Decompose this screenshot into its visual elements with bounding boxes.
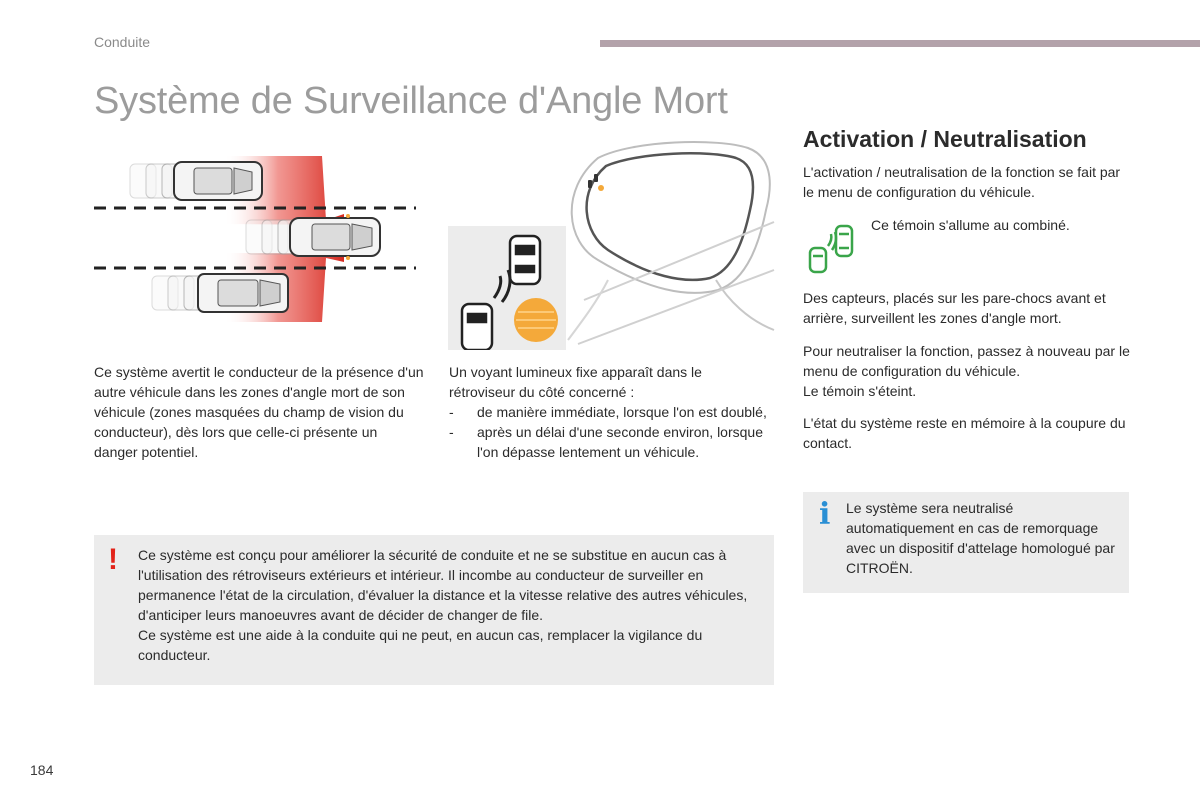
indicator-lamp-caption: Ce témoin s'allume au combiné. [871, 217, 1070, 233]
side-mirror-illustration [448, 130, 778, 350]
car-own [246, 214, 380, 260]
list-item-text: de manière immédiate, lorsque l'on est doublé, [477, 404, 767, 420]
warning-box [94, 535, 774, 685]
warning-paragraph: Ce système est une aide à la conduite qui ne peut, en aucun cas, remplacer la vigilance du conducteur. [138, 627, 703, 663]
activation-title: Activation / Neutralisation [803, 126, 1087, 152]
sensors-paragraph: Des capteurs, placés sur les pare-chocs avant et arrière, surveillent les zones d'angle mort. [803, 290, 1106, 326]
info-icon: i [819, 497, 831, 532]
intro-paragraph: Ce système avertit le conducteur de la présence d'un autre véhicule dans les zones d'angle mort de son véhicule (zones masquées du champ de vision du conducteur), dès lors que celle-ci présente un danger potentiel. [94, 364, 424, 460]
warning-text [138, 545, 758, 665]
list-item [449, 402, 769, 422]
blind-spot-zones-illustration [94, 150, 424, 330]
warning-paragraph: Ce système est conçu pour améliorer la sécurité de conduite et ne se substitue en aucun cas à l'utilisation des rétroviseurs extérieurs et intérieur. Il incombe au conducteur de surveiller en permanence l'état de la circulation, d'évaluer la distance et la vitesse relative des autres véhicules, d'anticiper leurs manoeuvres avant de décider de changer de file. [138, 547, 748, 623]
page-number: 184 [30, 762, 54, 778]
warning-exclamation-icon: ! [108, 543, 118, 576]
deactivation-line: Pour neutraliser la fonction, passez à nouveau par le menu de configuration du véhicule. [803, 343, 1130, 379]
blind-spot-warning-lamp-icon [806, 222, 858, 274]
list-item-text: après un délai d'une seconde environ, lorsque l'on dépasse lentement un véhicule. [477, 424, 763, 460]
info-box [803, 492, 1129, 593]
indicator-conditions-list [449, 402, 769, 462]
section-label: Conduite [94, 34, 151, 50]
indicator-description [449, 362, 769, 462]
list-marker: - [449, 404, 454, 420]
indicator-intro: Un voyant lumineux fixe apparaît dans le rétroviseur du côté concerné : [449, 364, 702, 400]
deactivation-paragraph [803, 341, 1133, 401]
inset-car-left [462, 304, 492, 350]
activation-paragraph: L'activation / neutralisation de la fonction se fait par le menu de configuration du véhicule. [803, 164, 1121, 200]
header-bar [600, 40, 1200, 47]
inset-car-top [510, 236, 540, 284]
car-top [130, 162, 262, 200]
deactivation-line: Le témoin s'éteint. [803, 383, 917, 399]
page-title: Système de Surveillance d'Angle Mort [94, 80, 728, 122]
memory-paragraph: L'état du système reste en mémoire à la coupure du contact. [803, 415, 1126, 451]
list-marker: - [449, 424, 454, 440]
info-text: Le système sera neutralisé automatiquement en cas de remorquage avec un dispositif d'attelage homologué par CITROËN. [846, 500, 1115, 576]
car-bottom [152, 274, 288, 312]
list-item [449, 422, 769, 462]
